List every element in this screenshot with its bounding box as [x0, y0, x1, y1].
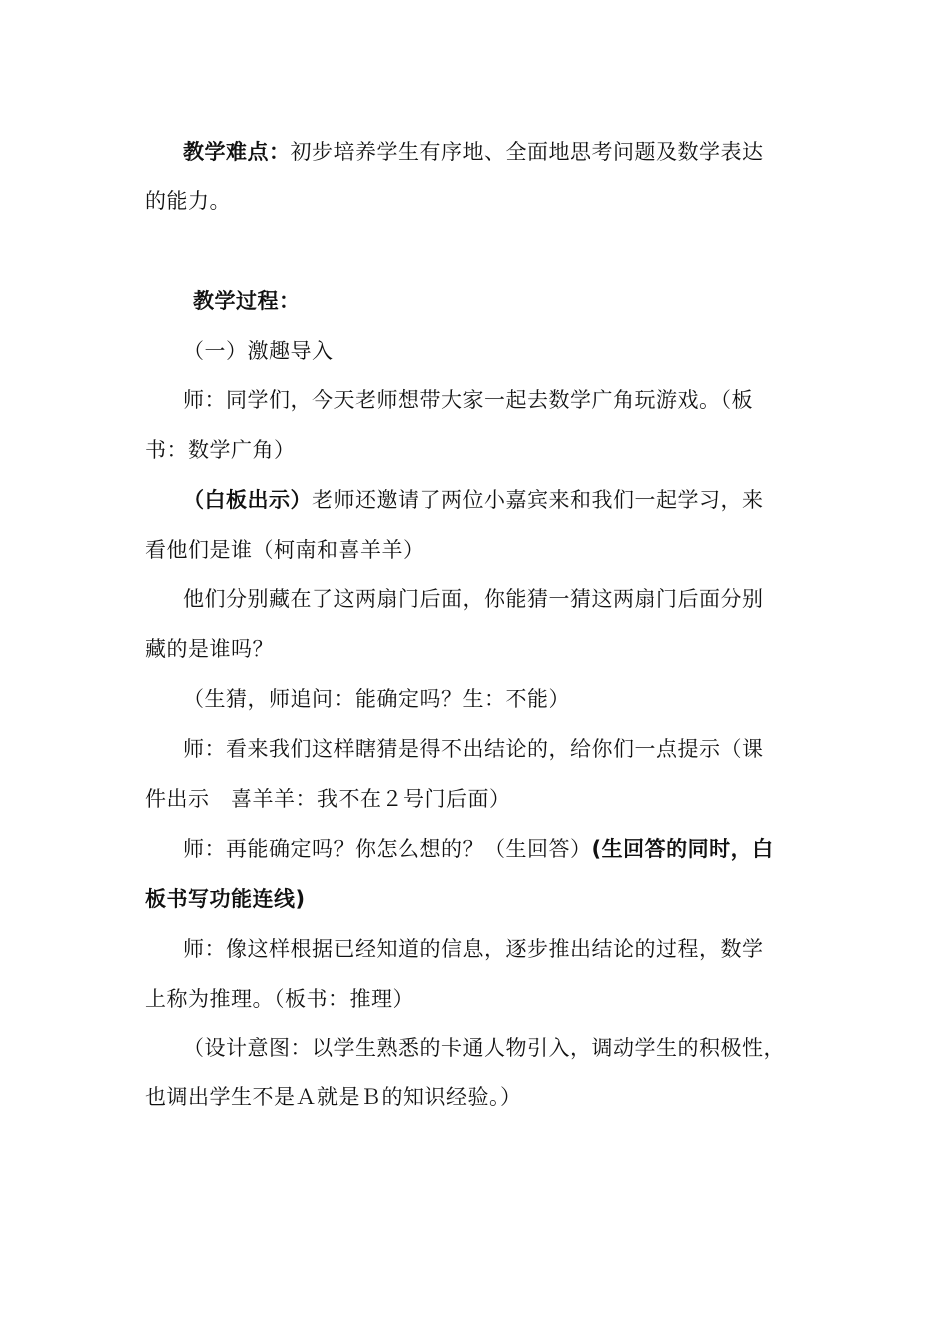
- difficulty-text: 初步培养学生有序地、全面地思考问题及数学表达: [290, 140, 764, 164]
- p6-bold: (生回答的同时，白: [591, 837, 774, 861]
- p6-line-1: [0, 834, 950, 864]
- p7-line-1: 师：像这样根据已经知道的信息，逐步推出结论的过程，数学: [183, 937, 764, 961]
- p5-line-2: 件出示 喜羊羊：我不在２号门后面）: [145, 787, 511, 811]
- process-heading: 教学过程：: [193, 289, 301, 313]
- p4: （生猜，师追问：能确定吗？生：不能）: [183, 687, 570, 711]
- p8-line-1: （设计意图：以学生熟悉的卡通人物引入，调动学生的积极性，: [183, 1036, 785, 1060]
- difficulty-line-1: [0, 137, 950, 167]
- p2-line-1: [0, 485, 950, 515]
- p1-line-2: 书：数学广角）: [145, 438, 296, 462]
- p7-line-2: 上称为推理。（板书：推理）: [145, 987, 414, 1011]
- p5-line-1: 师：看来我们这样瞎猜是得不出结论的，给你们一点提示（课: [183, 737, 764, 761]
- section1-title: （一）激趣导入: [183, 339, 334, 363]
- p6-normal: 师：再能确定吗？你怎么想的？（生回答）: [183, 837, 592, 861]
- difficulty-label: 教学难点：: [183, 140, 291, 164]
- p6-line-2: 板书写功能连线): [145, 887, 306, 911]
- p8-line-2: 也调出学生不是Ａ就是Ｂ的知识经验。）: [145, 1085, 522, 1109]
- difficulty-line-2: 的能力。: [145, 189, 231, 213]
- p3-line-1: 他们分别藏在了这两扇门后面，你能猜一猜这两扇门后面分别: [183, 587, 764, 611]
- p1-line-1: 师：同学们，今天老师想带大家一起去数学广角玩游戏。（板: [183, 388, 753, 412]
- p2-line-2: 看他们是谁（柯南和喜羊羊）: [145, 538, 425, 562]
- p2-bold: （白板出示）: [183, 488, 312, 512]
- p3-line-2: 藏的是谁吗？: [145, 637, 274, 661]
- p2-rest: 老师还邀请了两位小嘉宾来和我们一起学习，来: [312, 488, 764, 512]
